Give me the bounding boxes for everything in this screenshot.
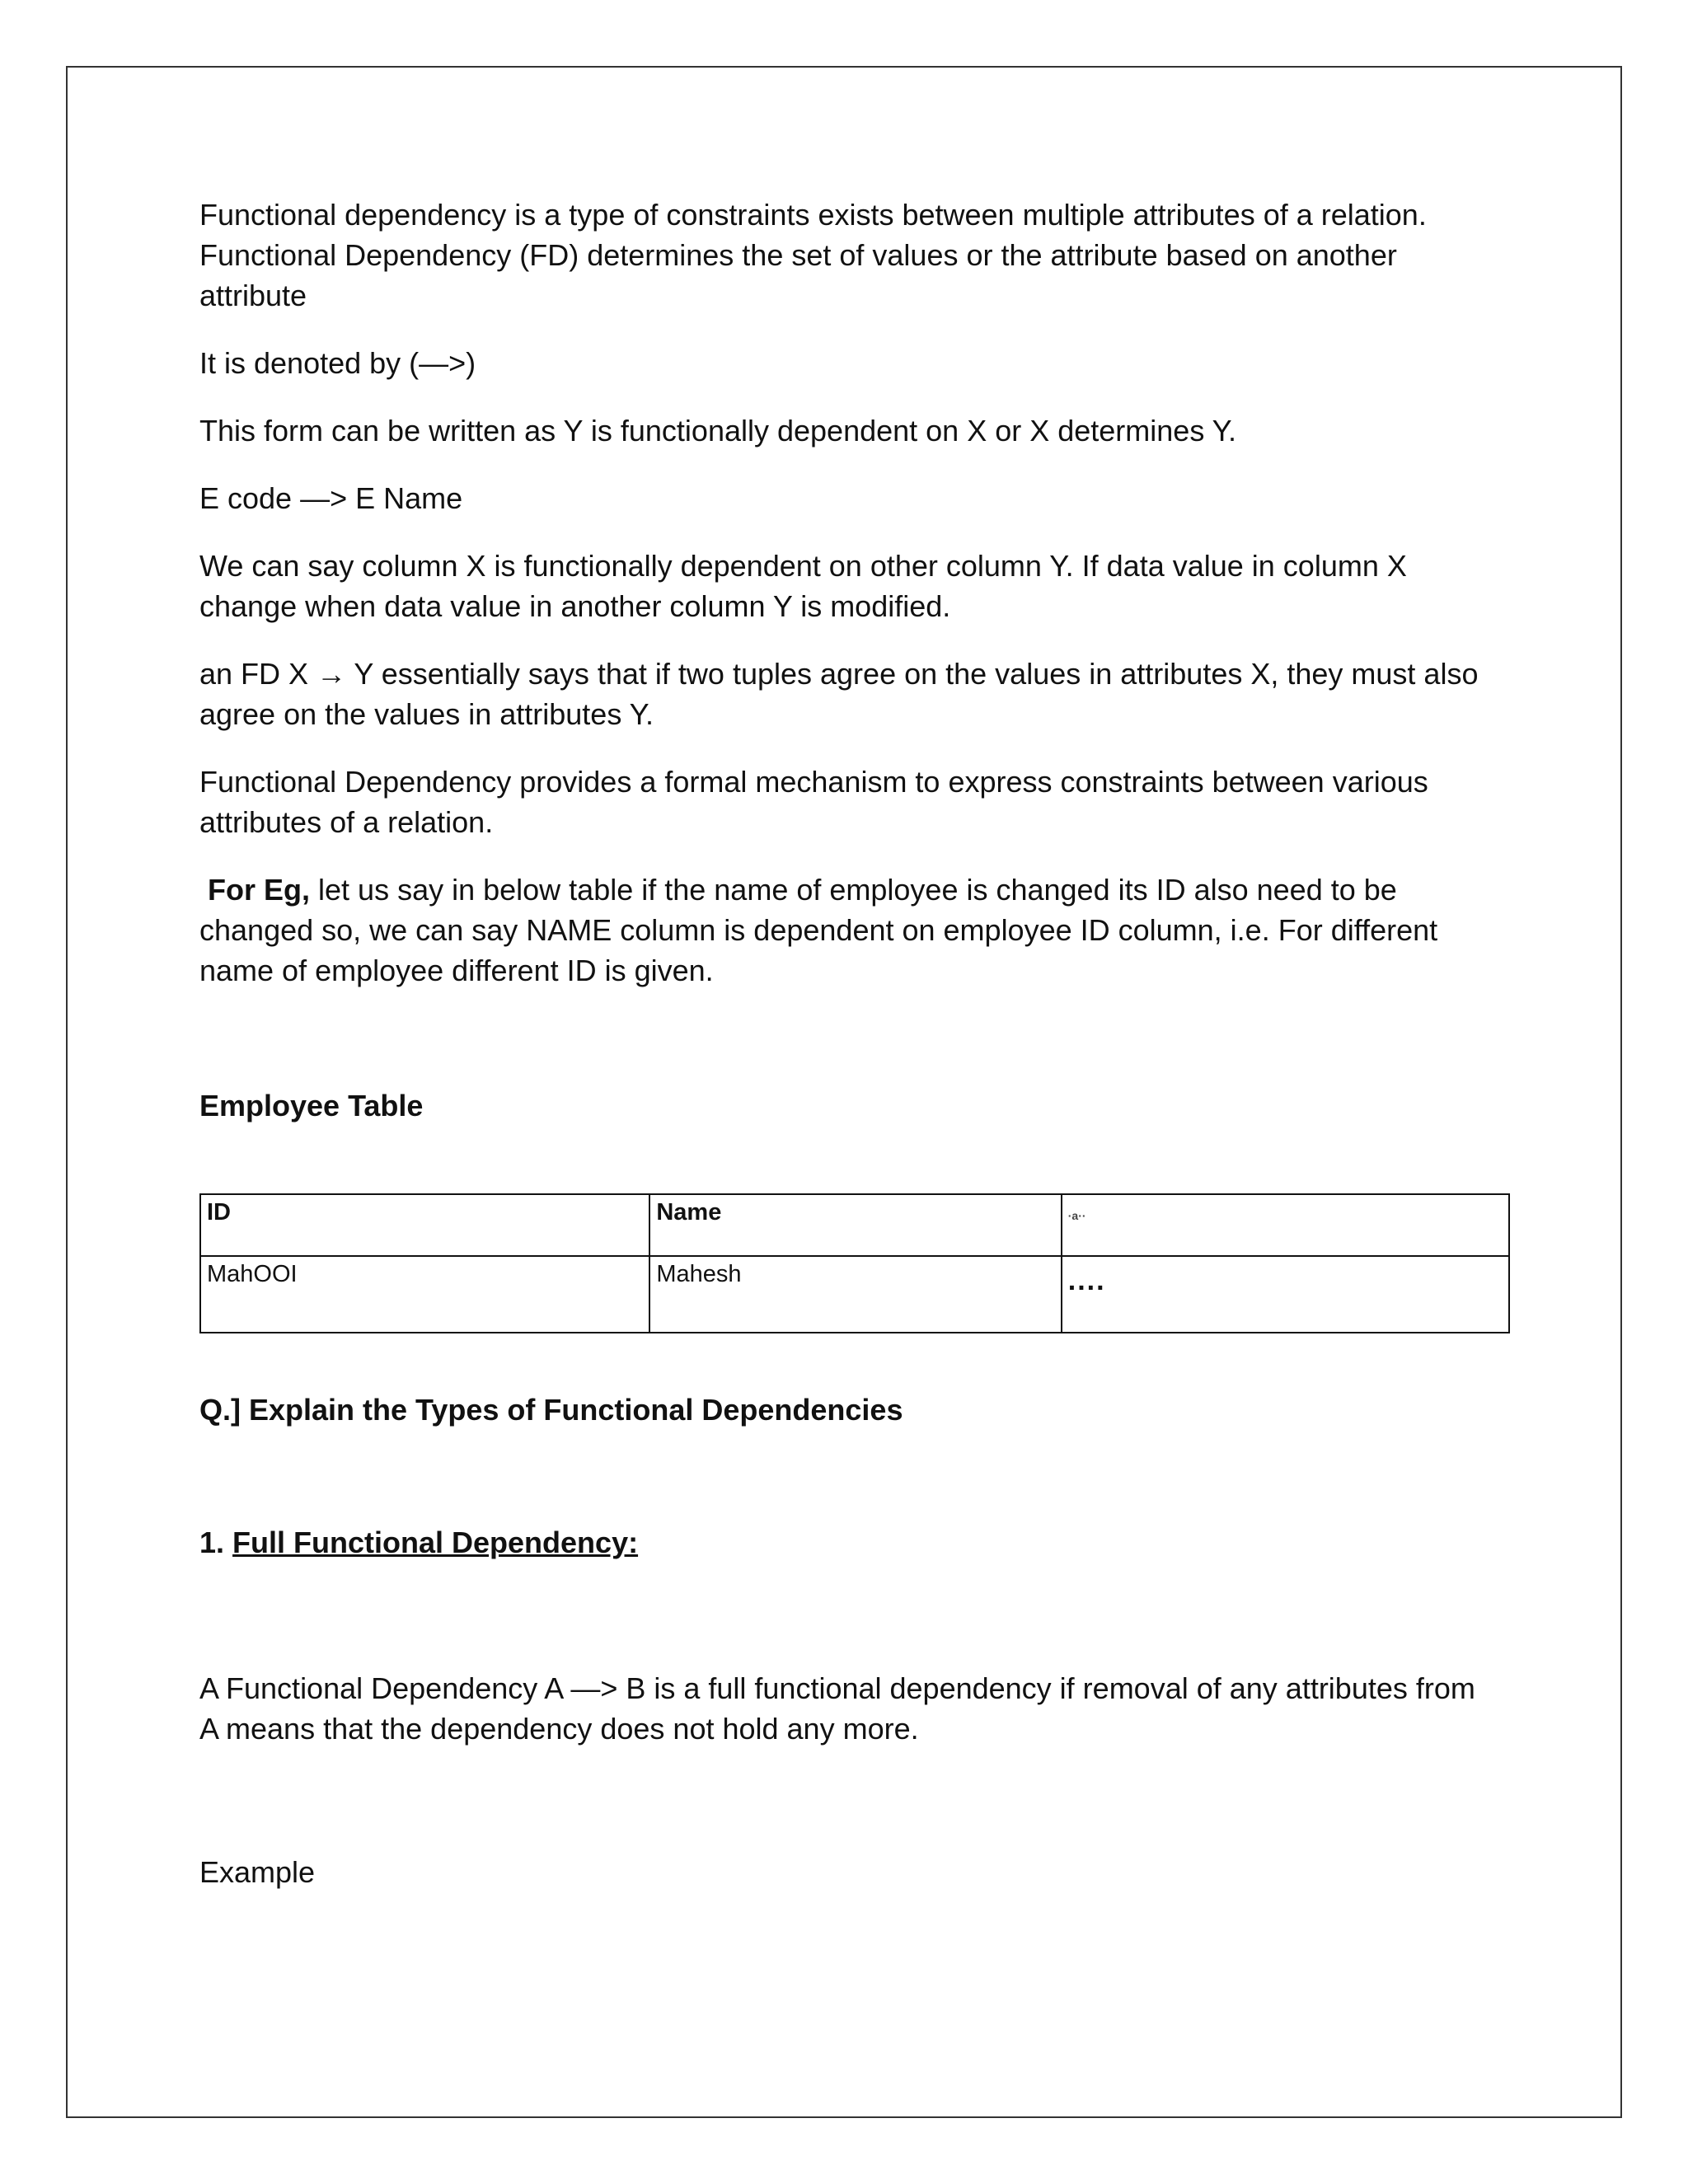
full-fd-description: A Functional Dependency A —> B is a full functional dependency if removal of any attributes from A means that the dependency does not hold any more.: [199, 1671, 1475, 1746]
table-cell-id: MahOOI: [200, 1256, 649, 1333]
table-cell-third: [1062, 1256, 1509, 1333]
table-header-third: [1062, 1194, 1509, 1256]
for-eg-text: let us say in below table if the name of employee is changed its ID also need to be changed so, we can say NAME column is dependent on employee ID column, i.e. For different name of employee different ID is given.: [199, 873, 1438, 987]
table-cell-name: Mahesh: [649, 1256, 1061, 1333]
employee-table-title: Employee Table: [199, 1089, 424, 1122]
paragraph-ecode-example: E code —> E Name: [199, 481, 463, 515]
paragraph-form: This form can be written as Y is functionally dependent on X or X determines Y.: [199, 414, 1237, 448]
example-label: Example: [199, 1855, 316, 1889]
table-row: [200, 1256, 1509, 1333]
table-header-id: ID: [200, 1194, 649, 1256]
table-header-third-text: ·a··: [1067, 1209, 1086, 1222]
paragraph-fd-tuples: an FD X → Y essentially says that if two tuples agree on the values in attributes X, they must also agree on the values in attributes Y.: [199, 657, 1479, 731]
paragraph-column-dependency: We can say column X is functionally dependent on other column Y. If data value in column X change when data value in another column Y is modified.: [199, 549, 1407, 623]
paragraph-notation: It is denoted by (—>): [199, 346, 476, 380]
for-eg-label: For Eg,: [208, 873, 311, 907]
full-fd-title: Full Functional Dependency:: [232, 1526, 639, 1559]
table-header-name: Name: [649, 1194, 1061, 1256]
paragraph-formal-mechanism: Functional Dependency provides a formal mechanism to express constraints between various attributes of a relation.: [199, 765, 1428, 839]
question-heading: Q.] Explain the Types of Functional Dependencies: [199, 1393, 903, 1427]
table-cell-third-text: ....: [1067, 1265, 1106, 1296]
paragraph-definition: Functional dependency is a type of constraints exists between multiple attributes of a relation. Functional Dependency (FD) determines the set of values or the attribute based on another attribute: [199, 198, 1427, 312]
paragraph-for-example: [199, 869, 1485, 991]
employee-table: [199, 1193, 1510, 1333]
full-fd-number: 1.: [199, 1526, 225, 1559]
full-fd-heading: [199, 1522, 1485, 1563]
table-header-row: [200, 1194, 1509, 1256]
document-body: [199, 194, 1485, 1919]
